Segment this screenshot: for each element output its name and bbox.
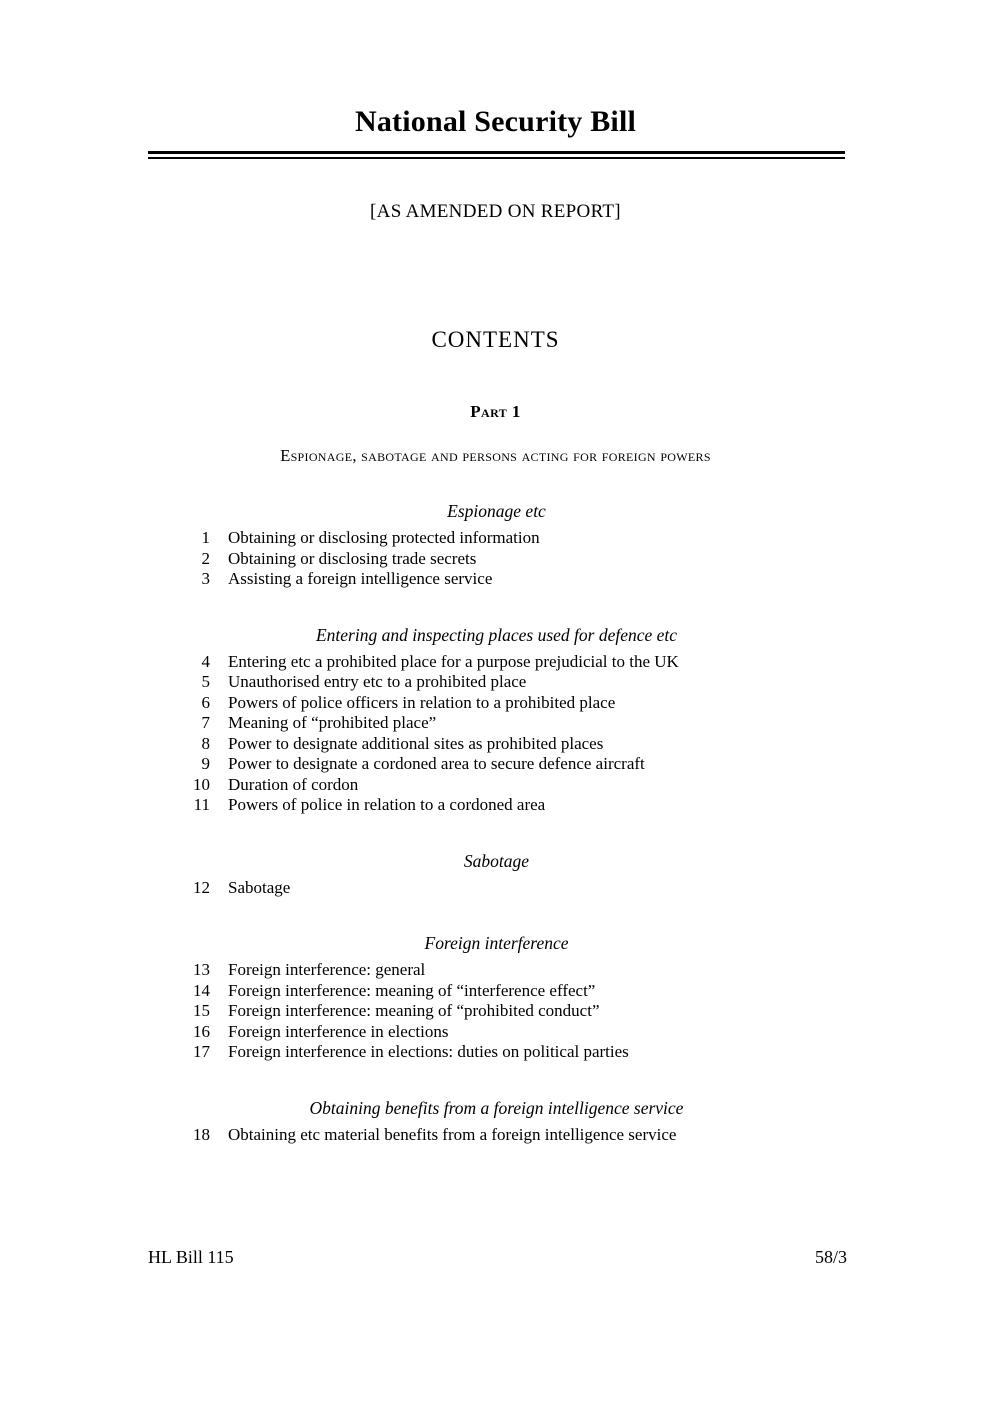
part-label: Part 1 [470, 402, 521, 421]
section-heading-espionage: Espionage etc [447, 501, 546, 521]
toc-item [148, 775, 845, 796]
page-title: National Security Bill [354, 105, 637, 138]
toc-item-number: 5 [201, 672, 210, 691]
toc-item-number: 13 [193, 960, 210, 979]
toc-item-number: 14 [193, 980, 210, 1000]
toc-item [148, 549, 845, 570]
toc-item [148, 1022, 845, 1043]
toc-item-number: 8 [201, 733, 210, 753]
toc-item [148, 1001, 845, 1022]
footer-print-number: 58/3 [814, 1247, 847, 1267]
toc-item-number: 7 [201, 713, 210, 732]
toc-item-text: Sabotage [228, 877, 291, 897]
toc-item-number: 4 [201, 651, 210, 671]
contents-heading: CONTENTS [431, 327, 560, 352]
toc-item-number: 2 [201, 548, 210, 568]
toc-item-text: Powers of police officers in relation to a prohibited place [228, 692, 616, 712]
toc-item-number: 9 [201, 754, 210, 773]
toc-item-text: Obtaining etc material benefits from a foreign intelligence service [228, 1124, 677, 1144]
toc-item [148, 734, 845, 755]
toc-item-text: Power to designate additional sites as prohibited places [228, 733, 604, 753]
toc-item-text: Obtaining or disclosing protected information [228, 528, 540, 547]
toc-item-text: Obtaining or disclosing trade secrets [228, 548, 477, 568]
toc-item-number: 12 [193, 877, 210, 897]
toc-item-number: 3 [201, 569, 210, 588]
toc-item [148, 754, 845, 775]
amendment-note: [AS AMENDED ON REPORT] [370, 201, 621, 222]
section-heading-obtaining-benefits: Obtaining benefits from a foreign intelligence service [309, 1097, 684, 1118]
title-rule [148, 151, 845, 159]
toc-item-number: 15 [193, 1001, 210, 1020]
toc-item [148, 960, 845, 981]
toc-item-text: Foreign interference: general [228, 960, 426, 979]
toc-item [148, 1042, 845, 1063]
toc-item-number: 16 [193, 1021, 210, 1041]
toc-item-text: Foreign interference in elections [228, 1021, 449, 1041]
toc-item-text: Foreign interference in elections: duties on political parties [228, 1042, 629, 1061]
toc-item-text: Powers of police in relation to a cordoned area [228, 795, 546, 814]
section-heading-foreign-interference: Foreign interference [424, 933, 569, 953]
toc-item-number: 10 [193, 774, 210, 794]
footer-bill-number: HL Bill 115 [148, 1247, 234, 1267]
toc-item [148, 652, 845, 673]
toc-item-text: Duration of cordon [228, 774, 359, 794]
toc-item-text: Foreign interference: meaning of “interference effect” [228, 980, 596, 1000]
toc-item [148, 528, 845, 549]
page-footer [148, 1246, 847, 1268]
toc-item [148, 1125, 845, 1146]
toc-item-number: 1 [201, 528, 210, 547]
toc-item [148, 672, 845, 693]
toc-item [148, 693, 845, 714]
toc-item [148, 878, 845, 899]
toc-item [148, 795, 845, 816]
toc-item-text: Meaning of “prohibited place” [228, 713, 437, 732]
toc-item [148, 713, 845, 734]
section-heading-sabotage: Sabotage [463, 850, 530, 871]
toc-item-text: Power to designate a cordoned area to secure defence aircraft [228, 754, 645, 773]
toc-item-number: 11 [193, 795, 210, 814]
toc-item-number: 18 [193, 1124, 210, 1144]
section-heading-entering-inspecting: Entering and inspecting places used for defence etc [315, 624, 678, 645]
toc-item-text: Assisting a foreign intelligence service [228, 569, 493, 588]
toc-item [148, 569, 845, 590]
toc-item-number: 6 [201, 692, 210, 712]
toc-item [148, 981, 845, 1002]
toc-item-text: Entering etc a prohibited place for a purpose prejudicial to the UK [228, 651, 679, 671]
part-description: Espionage, sabotage and persons acting for foreign powers [280, 446, 711, 465]
toc-item-number: 17 [193, 1042, 210, 1061]
toc-item-text: Foreign interference: meaning of “prohibited conduct” [228, 1001, 600, 1020]
table-of-contents [148, 500, 845, 1145]
toc-item-text: Unauthorised entry etc to a prohibited place [228, 672, 527, 691]
